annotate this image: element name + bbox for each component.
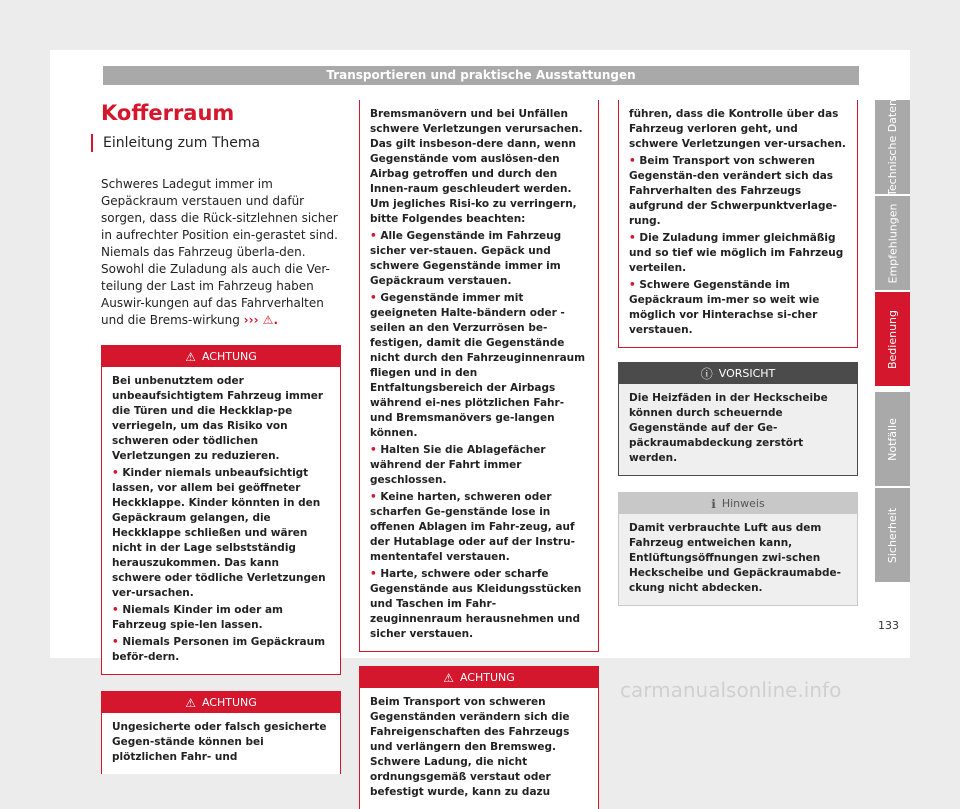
intro-paragraph (101, 176, 341, 329)
bullet-text: Die Zuladung immer gleichmäßig und so tief wie möglich im Fahrzeug verteilen. (629, 232, 844, 274)
tab-sicherheit[interactable] (875, 488, 910, 582)
note-body (619, 514, 857, 605)
bullet-text: Gegenstände immer mit geeigneten Halte-bändern oder -seilen an den Verzurrösen be-festigen, damit die Gegenstände nicht durch den Fahrzeuginnenraum fliegen und in den Entfaltungsbereich der Airbags während ei-nes plötzlichen Fahr- und Bremsmanövers ge-langen können. (370, 292, 586, 439)
caution-box (618, 362, 858, 476)
warning-text: Bei unbenutztem oder unbeaufsichtigtem Fahrzeug immer die Türen und die Heckklap-pe verriegeln, um das Risiko von schweren oder tödlichen Verletzungen zu reduzieren. (112, 375, 324, 462)
warning-bullet (629, 231, 847, 276)
bullet-text: Keine harten, schweren oder scharfen Ge-genstände lose in offenen Ablagen im Fahr-zeug, auf der Hutablage oder auf der Instru-mententafel verstauen. (370, 491, 575, 563)
warning-bullet (629, 278, 847, 338)
bullet-icon: • (629, 155, 636, 167)
section-title: Kofferraum (101, 101, 235, 125)
warning-bullet (370, 443, 588, 488)
bullet-text: Niemals Kinder im oder am Fahrzeug spie-len lassen. (112, 604, 284, 631)
tab-technische-daten[interactable] (875, 100, 910, 194)
warning-body (619, 100, 857, 347)
tab-label: Technische Daten (886, 98, 900, 196)
column-2 (359, 100, 599, 809)
bullet-icon: • (370, 230, 377, 242)
tab-label: Empfehlungen (886, 203, 900, 283)
note-text: Damit verbrauchte Luft aus dem Fahrzeug entweichen kann, Entlüftungsöffnungen zwi-schen Heckscheibe und Gepäckraumabde-ckung nicht abdecken. (629, 522, 842, 594)
bullet-text: Harte, schwere oder scharfe Gegenstände aus Kleidungsstücken und Taschen im Fahr-zeuginnenraum herausnehmen und sicher verstauen. (370, 568, 582, 640)
warning-body (360, 688, 598, 809)
warning-bullet (112, 603, 330, 633)
section-subtitle: Einleitung zum Thema (91, 134, 341, 152)
warning-text: Beim Transport von schweren Gegenständen verändern sich die Fahreigenschaften des Fahrzeugs und verlängern den Bremsweg. Schwere Ladung, die nicht ordnungsgemäß verstaut oder befestigt wurde, kann zu dazu (370, 696, 570, 798)
warning-label: ACHTUNG (201, 696, 257, 709)
bullet-icon: • (370, 491, 377, 503)
warning-body (102, 713, 340, 774)
watermark: carmanualsonline.info (620, 678, 842, 702)
bullet-icon: • (112, 467, 119, 479)
warning-bullet (370, 490, 588, 565)
tab-label: Bedienung (886, 309, 899, 369)
note-label: Hinweis (721, 497, 765, 510)
warning-text: führen, dass die Kontrolle über das Fahrzeug verloren geht, und schwere Verletzungen ver-ursachen. (629, 108, 846, 150)
warning-label: ACHTUNG (459, 671, 515, 684)
bullet-icon: • (370, 444, 377, 456)
bullet-text: Niemals Personen im Gepäckraum beför-dern. (112, 636, 326, 663)
bullet-icon: • (629, 279, 636, 291)
bullet-icon: • (112, 604, 119, 616)
warning-label: ACHTUNG (201, 350, 257, 363)
warning-triangle-icon: ⚠ (443, 670, 454, 685)
warning-text: Ungesicherte oder falsch gesicherte Gegen-stände können bei plötzlichen Fahr- und (112, 721, 327, 763)
warning-header (102, 346, 340, 367)
note-header (619, 493, 857, 514)
bullet-text: Beim Transport von schweren Gegenstän-den verändert sich das Fahrverhalten des Fahrzeugs aufgrund der Schwerpunktverlage-rung. (629, 155, 837, 227)
warning-triangle-icon: ⚠ (185, 349, 196, 364)
warning-box-1 (101, 345, 341, 675)
warning-box-2-continued (359, 100, 599, 652)
warning-box-3-continued (618, 100, 858, 348)
warning-bullet (370, 229, 588, 289)
warning-header (102, 692, 340, 713)
bullet-icon: • (370, 292, 377, 304)
bullet-text: Schwere Gegenstände im Gepäckraum im-mer so weit wie möglich vor Hinterachse si-cher verstauen. (629, 279, 820, 336)
warning-body (360, 100, 598, 651)
warning-triangle-icon: ⚠ (185, 695, 196, 710)
warning-bullet (112, 466, 330, 601)
column-3 (618, 100, 858, 606)
tab-bedienung[interactable] (875, 292, 910, 386)
warning-bullet (370, 567, 588, 642)
warning-box-3 (359, 666, 599, 809)
warning-header (360, 667, 598, 688)
note-box (618, 492, 858, 606)
warning-bullet (112, 635, 330, 665)
bullet-text: Kinder niemals unbeaufsichtigt lassen, vor allem bei geöffneter Heckklappe. Kinder könnten in den Gepäckraum gelangen, die Heckklappe schließen und wären nicht in der Lage selbstständig herauszukommen. Das kann schwere oder tödliche Verletzungen ver-ursachen. (112, 467, 326, 599)
tab-label: Notfälle (886, 417, 900, 461)
tab-label: Sicherheit (886, 507, 900, 563)
bullet-text: Alle Gegenstände im Fahrzeug sicher ver-stauen. Gepäck und schwere Gegenstände immer im Gepäckraum verstauen. (370, 230, 562, 287)
caution-text: Die Heizfäden in der Heckscheibe können durch scheuernde Gegenstände auf der Ge-päckraumabdeckung zerstört werden. (629, 392, 828, 464)
intro-reference-link[interactable]: ››› ⚠. (243, 313, 279, 327)
tab-notfaelle[interactable] (875, 392, 910, 486)
warning-bullet (370, 291, 588, 441)
column-1 (101, 100, 341, 774)
info-icon: ℹ (711, 496, 716, 511)
warning-box-2 (101, 691, 341, 774)
caution-header (619, 363, 857, 384)
warning-bullet (629, 154, 847, 229)
caution-circle-icon: ⓘ (700, 366, 713, 381)
warning-text: Bremsmanövern und bei Unfällen schwere Verletzungen verursachen. Das gilt insbeson-dere dann, wenn Gegenstände vom auslösen-den Airbag getroffen und durch den Innen-raum geschleudert werden. Um jegliches Risi-ko zu verringern, bitte Folgendes beachten: (370, 108, 583, 225)
tab-empfehlungen[interactable] (875, 196, 910, 290)
warning-body (102, 367, 340, 674)
caution-label: VORSICHT (718, 367, 776, 380)
caution-body (619, 384, 857, 475)
chapter-header: Transportieren und praktische Ausstattungen (103, 66, 859, 85)
intro-text: Schweres Ladegut immer im Gepäckraum verstauen und dafür sorgen, dass die Rück-sitzlehnen sicher in aufrechter Position ein-gerastet sind. Niemals das Fahrzeug überla-den. Sowohl die Zuladung als auch die Ver-teilung der Last im Fahrzeug haben Auswir-kungen auf das Fahrverhalten und die Brems-wirkung (101, 177, 338, 327)
bullet-icon: • (112, 636, 119, 648)
page-number: 133 (878, 619, 899, 632)
bullet-text: Halten Sie die Ablagefächer während der Fahrt immer geschlossen. (370, 444, 546, 486)
bullet-icon: • (370, 568, 377, 580)
bullet-icon: • (629, 232, 636, 244)
